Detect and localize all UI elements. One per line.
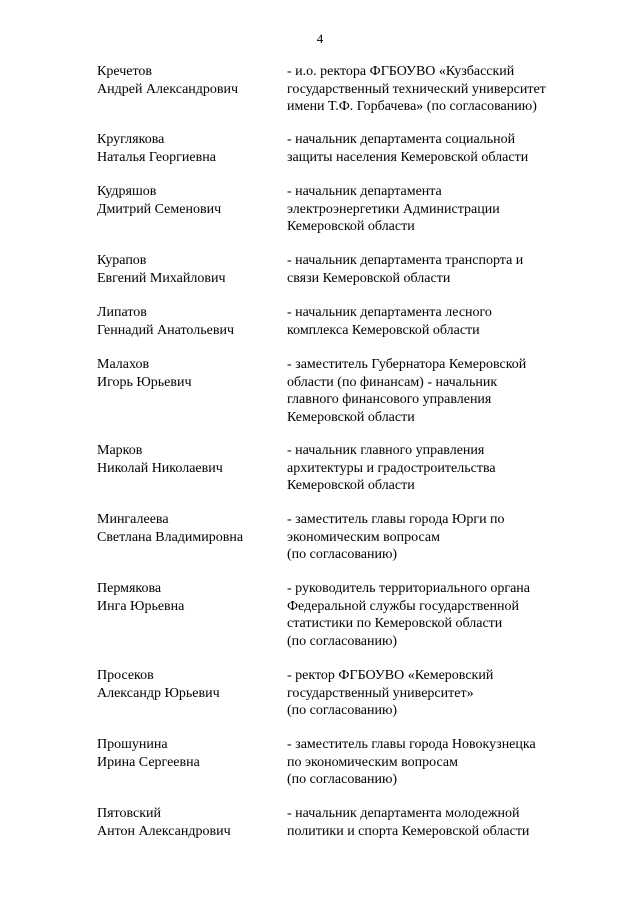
given-names: Наталья Георгиевна bbox=[97, 149, 216, 165]
person-name bbox=[97, 252, 282, 287]
surname: Курапов bbox=[97, 253, 147, 268]
surname: Прошунина bbox=[97, 737, 168, 752]
person-role bbox=[287, 667, 577, 720]
given-names: Инга Юрьевна bbox=[97, 598, 185, 614]
role-line: защиты населения Кемеровской области bbox=[287, 149, 529, 165]
person-name bbox=[97, 667, 282, 702]
surname: Пермякова bbox=[97, 581, 162, 596]
given-names: Евгений Михайлович bbox=[97, 270, 226, 286]
surname: Просеков bbox=[97, 668, 154, 683]
role-line: комплекса Кемеровской области bbox=[287, 322, 480, 338]
role-line: - начальник департамента социальной bbox=[287, 132, 516, 147]
given-names: Игорь Юрьевич bbox=[97, 374, 192, 390]
role-line: - начальник департамента транспорта и bbox=[287, 253, 524, 268]
role-line: - начальник департамента лесного bbox=[287, 305, 492, 320]
role-line: (по согласованию) bbox=[287, 703, 398, 718]
role-line: - и.о. ректора ФГБОУВО «Кузбасский bbox=[287, 64, 515, 79]
role-line: статистики по Кемеровской области bbox=[287, 616, 503, 631]
given-names: Николай Николаевич bbox=[97, 460, 223, 476]
role-line: (по согласованию) bbox=[287, 547, 398, 562]
person-name bbox=[97, 580, 282, 615]
person-role bbox=[287, 805, 577, 840]
person-role bbox=[287, 580, 577, 650]
role-line: имени Т.Ф. Горбачева» (по согласованию) bbox=[287, 99, 537, 114]
given-names: Александр Юрьевич bbox=[97, 685, 220, 701]
role-line: (по согласованию) bbox=[287, 633, 398, 649]
person-name bbox=[97, 304, 282, 339]
person-name bbox=[97, 183, 282, 218]
role-line: (по согласованию) bbox=[287, 772, 398, 787]
role-line: главного финансового управления bbox=[287, 392, 492, 407]
surname: Круглякова bbox=[97, 132, 165, 147]
person-role bbox=[287, 131, 577, 166]
role-line: - руководитель территориального органа bbox=[287, 581, 531, 596]
surname: Липатов bbox=[97, 305, 147, 320]
person-name bbox=[97, 131, 282, 166]
surname: Марков bbox=[97, 443, 143, 458]
person-role bbox=[287, 63, 577, 116]
role-line: электроэнергетики Администрации bbox=[287, 201, 500, 217]
role-line: архитектуры и градостроительства bbox=[287, 460, 496, 476]
surname: Мингалеева bbox=[97, 512, 169, 527]
person-name bbox=[97, 63, 282, 98]
role-line: государственный университет» bbox=[287, 685, 474, 701]
person-role bbox=[287, 183, 577, 236]
role-line: Кемеровской области bbox=[287, 409, 415, 425]
surname: Кречетов bbox=[97, 64, 153, 79]
role-line: - начальник департамента молодежной bbox=[287, 806, 520, 821]
person-role bbox=[287, 511, 577, 564]
person-role bbox=[287, 304, 577, 339]
role-line: Кемеровской области bbox=[287, 478, 415, 493]
person-name bbox=[97, 805, 282, 840]
person-name bbox=[97, 442, 282, 477]
given-names: Дмитрий Семенович bbox=[97, 201, 222, 217]
person-role bbox=[287, 252, 577, 287]
role-line: политики и спорта Кемеровской области bbox=[287, 823, 530, 839]
role-line: по экономическим вопросам bbox=[287, 754, 458, 770]
role-line: - начальник департамента bbox=[287, 184, 442, 199]
person-role bbox=[287, 736, 577, 789]
surname: Кудряшов bbox=[97, 184, 157, 199]
role-line: - начальник главного управления bbox=[287, 443, 485, 458]
person-name bbox=[97, 511, 282, 546]
role-line: - заместитель главы города Юрги по bbox=[287, 512, 505, 527]
role-line: Федеральной службы государственной bbox=[287, 598, 519, 614]
role-line: связи Кемеровской области bbox=[287, 270, 451, 286]
given-names: Ирина Сергеевна bbox=[97, 754, 200, 770]
page-number: 4 bbox=[316, 31, 324, 46]
surname: Пятовский bbox=[97, 806, 162, 821]
role-line: Кемеровской области bbox=[287, 219, 415, 234]
surname: Малахов bbox=[97, 357, 150, 372]
person-role bbox=[287, 356, 577, 426]
given-names: Андрей Александрович bbox=[97, 81, 239, 97]
role-line: - ректор ФГБОУВО «Кемеровский bbox=[287, 668, 494, 683]
person-name bbox=[97, 736, 282, 771]
role-line: области (по финансам) - начальник bbox=[287, 374, 498, 390]
person-name bbox=[97, 356, 282, 391]
role-line: - заместитель Губернатора Кемеровской bbox=[287, 357, 527, 372]
role-line: - заместитель главы города Новокузнецка bbox=[287, 737, 536, 752]
given-names: Геннадий Анатольевич bbox=[97, 322, 234, 338]
given-names: Антон Александрович bbox=[97, 823, 231, 839]
person-role bbox=[287, 442, 577, 495]
given-names: Светлана Владимировна bbox=[97, 529, 244, 545]
role-line: государственный технический университет bbox=[287, 81, 546, 97]
role-line: экономическим вопросам bbox=[287, 529, 440, 545]
